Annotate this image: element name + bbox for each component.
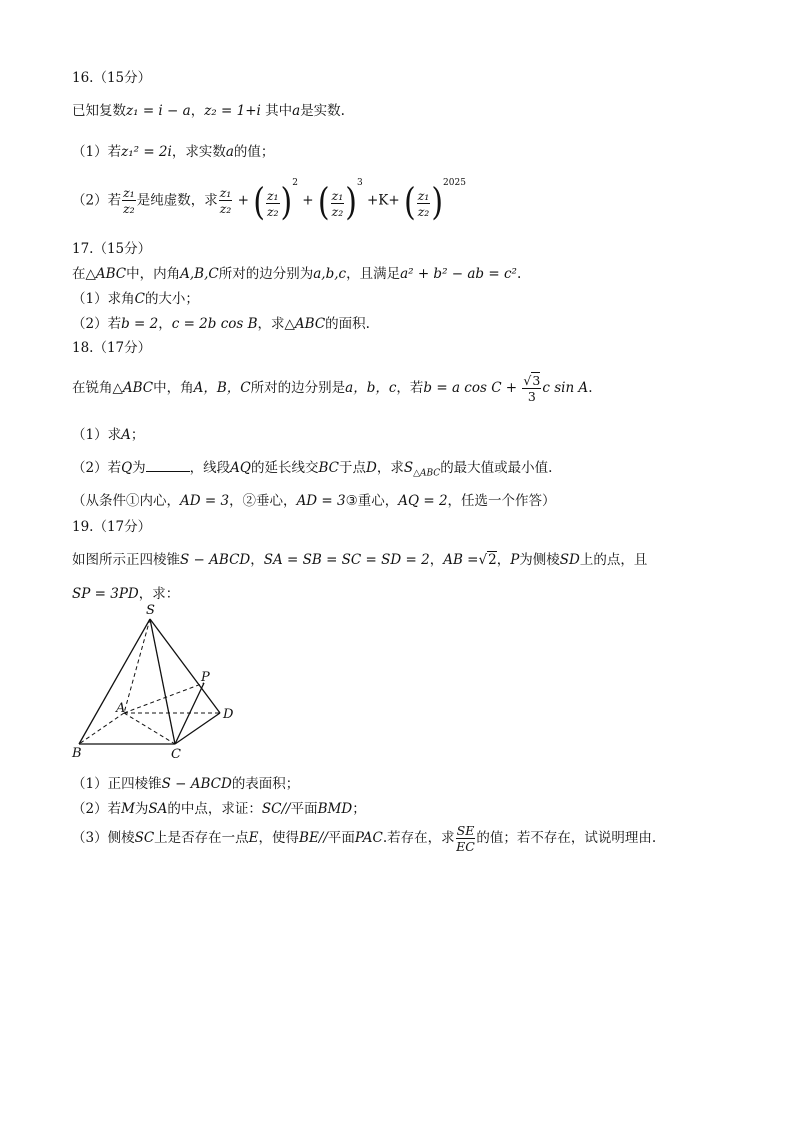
q16-stem-mid: 其中 [265,103,293,119]
q19-part2: （2）若M为SA的中点，求证：SC//平面BMD； [72,801,366,817]
q19-part1: （1）正四棱锥S − ABCD的表面积； [72,776,300,792]
q16-p1-tail: 的值； [233,144,275,160]
q16-p2-prefix: （2）若 [72,192,122,209]
q19-se-ec-frac: $\frac{SE}{EC}$ [456,823,475,854]
q16-ellipsis: K [378,192,389,209]
label-S: S [146,603,155,618]
q16-stem [72,99,345,119]
q16-term-squared: ( $\frac{\text{z₁}}{\text{z₂}}$ )$^2$ [253,178,298,225]
edge-AC [124,713,175,744]
q16-term-cubed: ( $\frac{\text{z₁}}{\text{z₂}}$ )$^3$ [317,178,363,225]
label-B: B [72,746,82,761]
q16-sep: ， [190,103,205,119]
q16-frac-b: $\frac{\text{z₁}}{\text{z₂}}$ [219,185,232,217]
q18-part1: （1）求A； [72,427,145,443]
q16-frac-a: $\frac{\text{z₁}}{\text{z₂}}$ [123,185,135,217]
q17-condition: a² + b² − ab = c² [400,266,517,282]
q16-p2-mid: 是纯虚数，求 [136,192,218,209]
q18-sqrt3-frac: $\frac{√3}{3}$ [523,373,541,404]
q17-part2: （2）若b = 2，c = 2b cos B，求△ABC的面积. [72,316,370,332]
q16-z2-def: z₂ = 1+i [204,103,261,119]
q19-header: 19.（17分） [72,519,152,535]
q19-stem-line1: 如图所示正四棱锥S − ABCD，SA = SB = SC = SD = 2，AB =√2，P为侧棱SD上的点，且 [72,552,648,568]
q19-part3: （3）侧棱SC上是否存在一点E，使得BE//平面PAC.若存在，求 $\frac{SE}{EC}$ 的值；若不存在，试说明理由. [72,823,657,854]
q17-header: 17.（15分） [72,241,152,257]
q16-z1-def: z₁ = i − a [126,103,191,119]
q18-eq-left: b = a cos C + [423,380,518,396]
q16-part1 [72,140,274,160]
label-P: P [201,670,210,685]
q16-stem-suffix: 是实数. [300,103,345,119]
q16-p1-suffix: ，求实数 [171,144,226,160]
edge-SC [150,619,175,744]
label-C: C [171,747,181,762]
edge-SA [124,619,150,713]
q18-answer-blank [146,459,190,472]
q18-header: 18.（17分） [72,340,152,356]
q18-stem: 在锐角△ABC中，角A，B，C所对的边分别是a，b，c，若b = a cos C + $\frac{√3}{3}$ c sin A. [72,373,593,404]
edge-AB [79,713,124,744]
q17-stem: 在△ABC中，内角A,B,C所对的边分别为a,b,c，且满足a² + b² − ab = c². [72,266,522,282]
label-A: A [116,701,126,716]
q16-p1-var: a [225,144,234,160]
pyramid-figure [60,600,250,770]
q16-header: 16.（15分） [72,70,152,86]
q16-p1-eq: z₁² = 2i [121,144,172,160]
q18-conditions: （从条件①内心，AD = 3，②垂心，AD = 3③重心，AQ = 2，任选一个作答） [72,493,556,509]
q17-part1: （1）求角C的大小； [72,291,199,307]
q16-var-a: a [292,103,301,119]
q19-stem-line2: SP = 3PD，求： [72,586,180,602]
edge-SD [150,619,220,713]
q18-part2: （2）若Q为 ，线段AQ的延长线交BC于点D，求$S_{\triangle ABC}$的最大值或最小值. [72,460,553,479]
edge-SB [79,619,150,744]
q16-term-2025: ( $\frac{\text{z₁}}{\text{z₂}}$ )$^{2025}$ [404,178,466,225]
label-D: D [223,707,234,722]
q18-eq-right: c sin A [542,380,589,396]
q16-stem-prefix: 已知复数 [72,103,126,119]
q16-p1-prefix: （1）若 [72,144,122,160]
q16-part2: （2）若 $\frac{\text{z₁}}{\text{z₂}}$ 是纯虚数，求 $\frac{\text{z₁}}{\text{z₂}}$ + ( $\frac{\text{z₁}}{\text{z₂}}$ )$^2$ + ( $\frac{\text{z₁}}{\text{z₂}}$ )$^3$ +K+ ( $\frac{\text{z₁}}{\text{z₂}}$ )$^{2025}$ [72,178,466,225]
